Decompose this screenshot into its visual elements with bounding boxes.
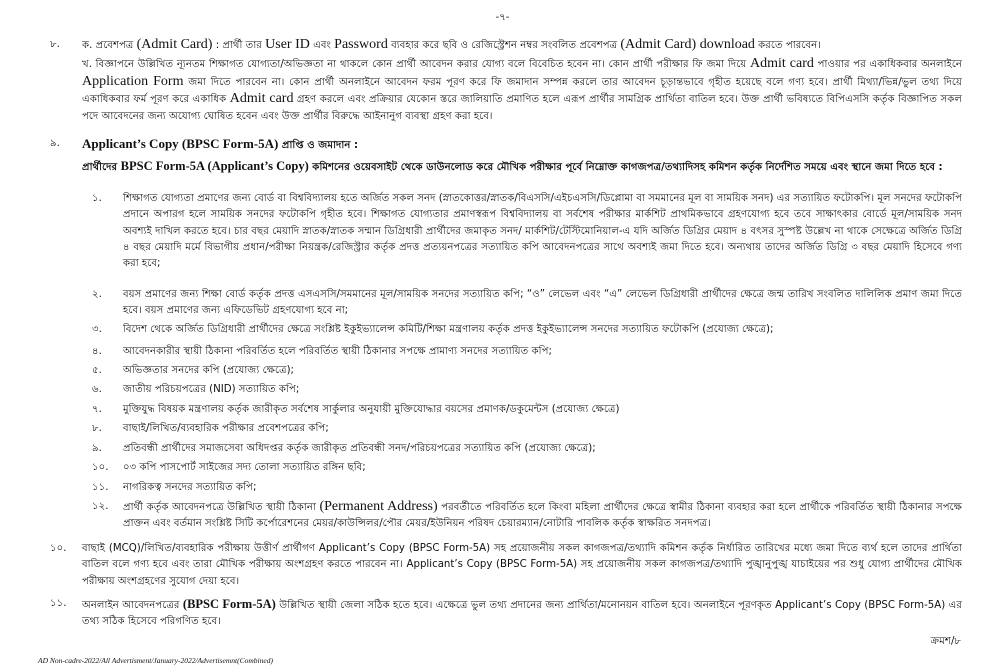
section-8 — [50, 37, 962, 125]
list-item: ৪. আবেদনকারীর স্থায়ী ঠিকানা পরিবর্তিত হলে পরিবর্তিত স্থায়ী ঠিকানার সপক্ষে প্রামাণ্য সনদের সত্যায়িত কপি; — [92, 346, 552, 357]
continued-marker: ক্রমশ/৮ — [930, 636, 961, 647]
clause-kha: খ. বিজ্ঞাপনে উল্লিখিত ন্যূনতম শিক্ষাগত যোগ্যতা/অভিজ্ঞতা না থাকলে কোন প্রার্থী আবেদন করার যোগ্য বলে বিবেচিত হবেন না। কোন প্রার্থী পরীক্ষার ফি জমা দিয়ে Admit card পাওয়ার পর একাধিকবার অনলাইনে Application Form জমা দিতে পারবেন না। কোন প্রার্থী অনলাইনে আবেদন ফরম পূরণ করে ফি জমাদান সম্পন্ন করলে তার আবেদন চূড়ান্তভাবে গৃহীত হয়েছে বলে গণ্য হবে। প্রার্থী মিথ্যা/ভিন্ন/ভুল তথ্য দিয়ে একাধিকবার ফর্ম পূরণ করে একাধিক Admit card গ্রহণ করলে এবং প্রক্রিয়ার যেকোন স্তরে জালিয়াতি প্রমাণিত হলে এরূপ প্রার্থীর সামগ্রিক প্রার্থিতা বাতিল হবে। উক্ত প্রার্থী ভবিষ্যতে বিপিএসসি কর্তৃক বিজ্ঞাপিত সকল পদে আবেদনের জন্য অযোগ্য ঘোষিত হবেন এবং উক্ত প্রার্থীর বিরুদ্ধে আইনানুগ ব্যবস্থা গ্রহণ করা হবে। — [82, 56, 963, 122]
section-number: ৯. — [50, 138, 60, 149]
list-item: ৬. জাতীয় পরিচয়পত্রের (NID) সত্যায়িত কপি; — [92, 384, 300, 395]
list-item: ১২. প্রার্থী কর্তৃক আবেদনপত্রে উল্লিখিত স্থায়ী ঠিকানা (Permanent Address) পরবর্তীতে পরিবর্তিত হলে কিংবা মহিলা প্রার্থীদের ক্ষেত্রে স্বামীর ঠিকানা ব্যবহার করা হলে প্রার্থীকে পরিবর্তিত স্থায়ী ঠিকানার সপক্ষে প্রাক্তন এবং বর্তমান সংশ্লিষ্ট সিটি কর্পোরেশনের মেয়র/কাউন্সিলর/পৌর মেয়র/ইউনিয়ন পরিষদ চেয়ারম্যান/নোটারি পাবলিক কর্তৃক স্বাক্ষরিত সনদপত্র। — [92, 499, 963, 530]
section-9-heading: ৯. Applicant’s Copy (BPSC Form-5A) প্রাপ্তি ও জমাদান : — [50, 136, 359, 151]
list-item: ৭. মুক্তিযুদ্ধ বিষয়ক মন্ত্রণালয় কর্তৃক জারীকৃত সর্বশেষ সার্কুলার অনুযায়ী মুক্তিযোদ্ধার বয়সের প্রমাণক/ডকুমেন্টস (প্রযোজ্য ক্ষেত্রে) — [92, 404, 620, 415]
list-item: ১১. নাগরিকত্ব সনদের সত্যায়িত কপি; — [92, 482, 257, 493]
footer-path: AD Non-cadre-2022/All Advertisment/January-2022/Advertisemnt(Combined) — [38, 656, 273, 665]
section-11: ১১. অনলাইন আবেদনপত্রের (BPSC Form-5A) উল্লিখিত স্থায়ী জেলা সঠিক হতে হবে। এক্ষেত্রে ভুল তথ্য প্রদানের জন্য প্রার্থিতা/মনোনয়ন বাতিল হবে। অনলাইনে পূরণকৃত Applicant’s Copy (BPSC Form-5A) এর তথ্য সঠিক হিসেবে পরিগণিত হবে। — [50, 597, 963, 628]
section-9-intro: প্রার্থীদের BPSC Form-5A (Applicant’s Copy) কমিশনের ওয়েবসাইট থেকে ডাউনলোড করে মৌখিক পরীক্ষার পূর্বে নিম্নোক্ত কাগজপত্র/তথ্যাদিসহ কমিশন কর্তৃক নির্দেশিত সময়ে এবং স্থানে জমা দিতে হবে : — [82, 159, 943, 173]
section-number: ১১. — [50, 598, 67, 609]
list-item: ৮. বাছাই/লিখিত/ব্যবহারিক পরীক্ষার প্রবেশপত্রের কপি; — [92, 423, 329, 434]
section-number: ৮. — [50, 39, 60, 50]
clause-ka: ক. প্রবেশপত্র (Admit Card) : প্রার্থী তার User ID এবং Password ব্যবহার করে ছবি ও রেজিস্ট্রেশন নম্বর সংবলিত প্রবেশপত্র (Admit Card) download করতে পারবেন। — [82, 37, 821, 52]
list-item: ১০. ০৩ কপি পাসপোর্ট সাইজের সদ্য তোলা সত্যায়িত রঙ্গিন ছবি; — [92, 462, 366, 473]
section-10: ১০. বাছাই (MCQ)/লিখিত/ব্যবহারিক পরীক্ষায় উত্তীর্ণ প্রার্থীগণ Applicant’s Copy (BPSC Form-5A) সহ প্রয়োজনীয় সকল কাগজপত্র/তথ্যাদি কমিশন কর্তৃক নির্ধারিত তারিখের মধ্যে জমা দিতে ব্যর্থ হলে তাদের প্রার্থিতা বাতিল বলে গণ্য হবে এবং তারা মৌখিক পরীক্ষায় অংশগ্রহণ করতে পারবেন না। Applicant’s Copy (BPSC Form-5A) সহ প্রয়োজনীয় সকল কাগজপত্র/তথ্যাদি পুঙ্খানুপুঙ্খ যাচাইয়ের পর শুধু যোগ্য প্রার্থীদের মৌখিক পরীক্ষায় অংশগ্রহণের সুযোগ দেয়া হবে। — [50, 543, 962, 587]
list-item: ৯. প্রতিবন্ধী প্রার্থীদের সমাজসেবা অধিদপ্তর কর্তৃক জারীকৃত প্রতিবন্ধী সনদ/পরিচয়পত্রের সত্যায়িত কপি (প্রযোজ্য ক্ষেত্রে); — [92, 443, 596, 454]
list-item: ২. বয়স প্রমাণের জন্য শিক্ষা বোর্ড কর্তৃক প্রদত্ত এসএসসি/সমমানের মূল/সাময়িক সনদের সত্যায়িত কপি; “ও” লেভেল এবং “এ” লেভেল ডিগ্রিধারী প্রার্থীদের ক্ষেত্রে জন্ম তারিখ সংবলিত দালিলিক প্রমাণ জমা দিতে হবে। বয়স প্রমাণের জন্য এফিডেভিট গ্রহণযোগ্য হবে না; — [92, 289, 962, 317]
list-item: ১. শিক্ষাগত যোগ্যতা প্রমাণের জন্য বোর্ড বা বিশ্ববিদ্যালয় হতে অর্জিত সকল সনদ (স্নাতকোত্তর/স্নাতক/বিএসসি/এইচএসসি/ডিপ্লোমা বা সমমানের মূল বা সাময়িক সনদ) এর সত্যায়িত ফটোকপি। মূল সনদের ফটোকপি প্রদানে অপারগ হলে সাময়িক সনদের ফটোকপি গৃহীত হবে। শিক্ষাগত যোগ্যতার প্রমাণস্বরূপ বিশ্ববিদ্যালয় বা সর্বশেষ পরীক্ষার মার্কশিট প্রাথমিকভাবে গ্রহণযোগ্য হবে তবে সাক্ষাৎকার বোর্ডে মূল/সাময়িক সনদ অবশ্যই দাখিল করতে হবে। চার বছর মেয়াদি স্নাতক/স্নাতক সম্মান ডিগ্রিধারী প্রার্থীদের জমাকৃত সনদ/ মার্কশিট/টেস্টিমোনিয়াল-এ যদি অর্জিত ডিগ্রির মেয়াদ ৪ বৎসর সুস্পষ্ট উল্লেখ না থাকে সেক্ষেত্রে অর্জিত ডিগ্রি ৪ বছর মেয়াদি মর্মে বিভাগীয় প্রধান/পরীক্ষা নিয়ন্ত্রক/রেজিস্ট্রার কর্তৃক প্রদত্ত প্রত্যয়নপত্রের সত্যায়িত কপি আবেদনপত্রের সাথে অবশ্যই জমা দিতে হবে। অন্যথায় তাদের অর্জিত ডিগ্রি ৩ বছর মেয়াদি হিসেবে গণ্য করা হবে; — [92, 193, 962, 270]
list-item: ৩. বিদেশ থেকে অর্জিত ডিগ্রিধারী প্রার্থীদের ক্ষেত্রে সংশ্লিষ্ট ইকুইভ্যালেন্স কমিটি/শিক্ষা মন্ত্রণালয় কর্তৃক প্রদত্ত ইকুইভ্যালেন্স সনদের সত্যায়িত ফটোকপি (প্রযোজ্য ক্ষেত্রে); — [92, 324, 774, 335]
page-number: -৭- — [495, 12, 510, 23]
section-number: ১০. — [50, 543, 67, 554]
list-item: ৫. অভিজ্ঞতার সনদের কপি (প্রযোজ্য ক্ষেত্রে); — [92, 365, 294, 376]
